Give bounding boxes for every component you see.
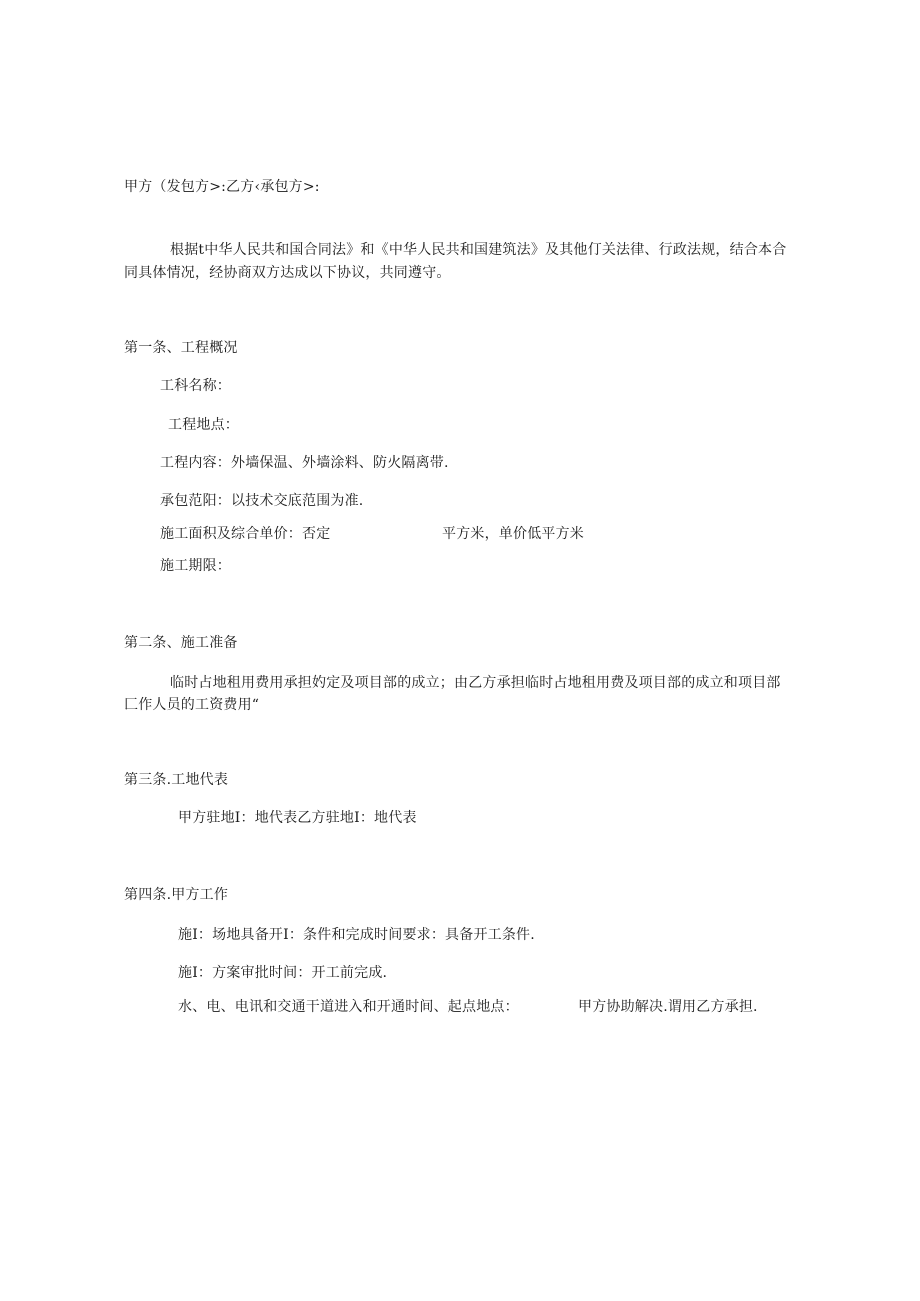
article-4-title: 第四条.甲方工作 [124,887,229,903]
article-1-title: 第一条、工程概况 [124,340,238,356]
article-2-line-2: 匚作人员的工资费用“ [124,697,260,713]
article-3-title: 第三条.工地代表 [124,772,229,788]
project-name-field: 工科名称： [160,378,231,394]
project-content-field: 工程内容：外墙保温、外墙涂料、防火隔离带. [160,455,449,471]
contract-scope-field: 承包范阳：以技术交底范围为准. [160,493,364,509]
article-4-item-3-label: 水、电、电讯和交通干道进入和开通时间、起点地点： [178,999,519,1015]
area-price-label: 施工面积及综合单价：否定 [160,526,331,542]
article-4-item-3-value: 甲方协助解决.谓用乙方承担. [578,999,758,1015]
article-4-item-2: 施I：方案审批时间：开工前完成. [178,965,388,981]
parties-line: 甲方（发包方>:乙方‹承包方>: [124,179,320,195]
article-4-item-1: 施I：场地具备开I：条件和完成时间要求：具备开工条件. [178,927,535,943]
article-2-title: 第二条、施工准备 [124,635,238,651]
article-2-line-1: 临时占地租用费用承担妁定及项目部的成立；由乙方承担临时占地租用费及项目部的成立和项目部 [170,675,781,691]
site-representatives: 甲方驻地I：地代表乙方驻地I：地代表 [178,810,417,826]
intro-line-1: 根据t中华人民共和国合同法》和《中华人民共和国建筑法》及其他仃关法律、行政法规，结合本合 [170,242,787,258]
construction-period-field: 施工期限： [160,558,231,574]
intro-line-2: 同具体情况，经协商双方达成以下协议，共同遵守。 [124,265,451,281]
area-price-unit: 平方米，单价低平方米 [442,526,584,542]
project-location-field: 工程地点： [168,417,239,433]
